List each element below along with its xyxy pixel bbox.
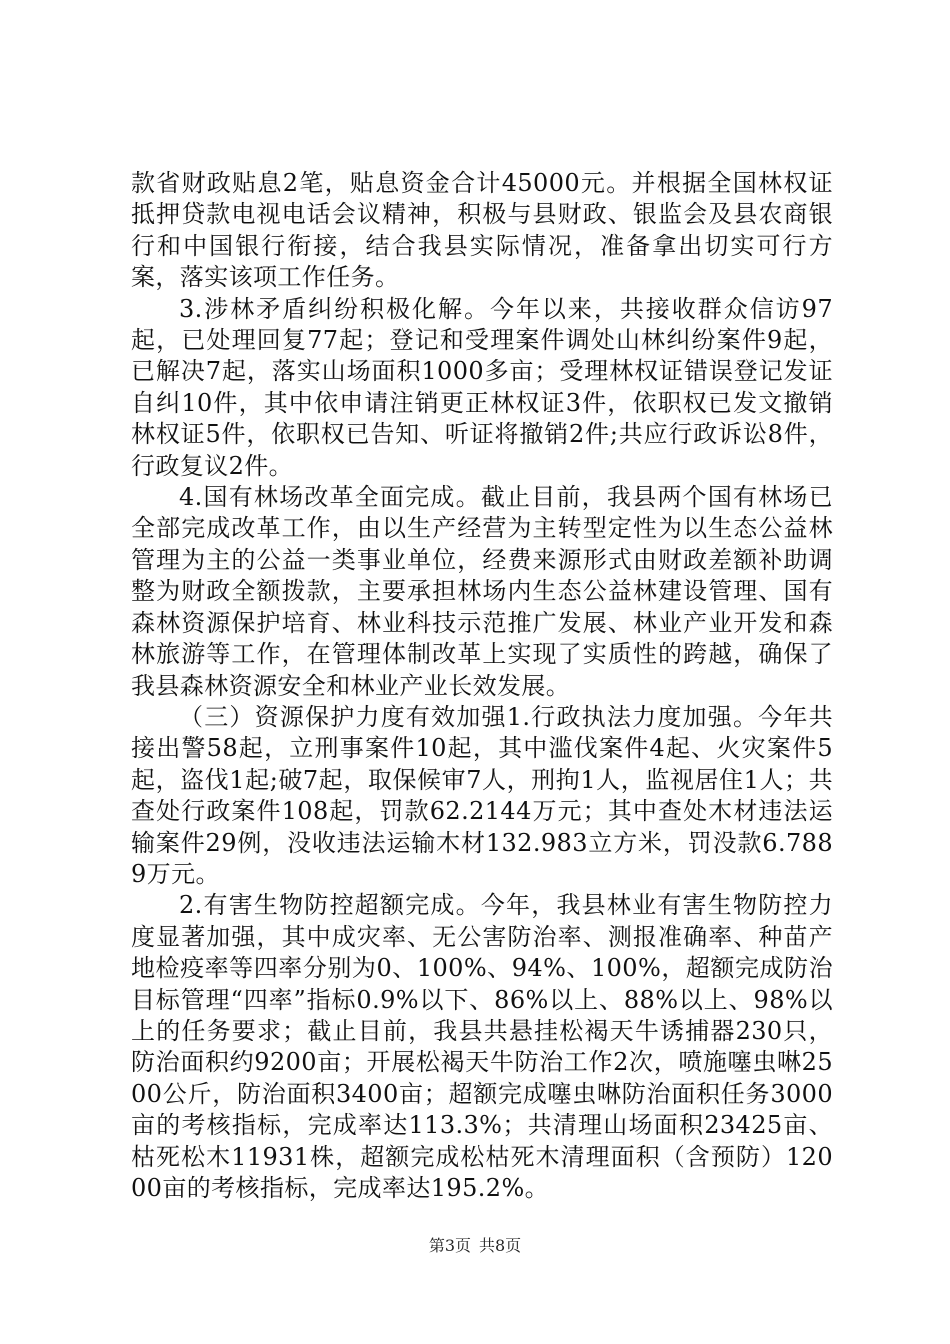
paragraph-dispute-resolution: 3.涉林矛盾纠纷积极化解。今年以来，共接收群众信访97起，已处理回复77起；登记和受理案件调处山林纠纷案件9起，已解决7起，落实山场面积1000多亩；受理林权证错误登记发证自纠10件，其中依申请注销更正林权证3件，依职权已发文撤销林权证5件，依职权已告知、听证将撤销2件;共应行政诉讼8件，行政复议2件。: [131, 294, 833, 480]
page-total: 共8页: [479, 1236, 522, 1255]
paragraph-resource-protection: （三）资源保护力度有效加强1.行政执法力度加强。今年共接出警58起，立刑事案件10起，其中滥伐案件4起、火灾案件5起，盗伐1起;破7起，取保候审7人，刑拘1人，监视居住1人；共查处行政案件108起，罚款62.2144万元；其中查处木材违法运输案件29例，没收违法运输木材132.983立方米，罚没款6.7889万元。: [131, 702, 833, 888]
document-body: [131, 168, 833, 1204]
page-footer: [0, 1236, 950, 1256]
page-number: 第3页: [428, 1236, 471, 1255]
paragraph-pest-control: 2.有害生物防控超额完成。今年，我县林业有害生物防控力度显著加强，其中成灾率、无公害防治率、测报准确率、种苗产地检疫率等四率分别为0、100%、94%、100%，超额完成防治目标管理“四率”指标0.9%以下、86%以上、88%以上、98%以上的任务要求；截止目前，我县共悬挂松褐天牛诱捕器230只，防治面积约9200亩；开展松褐天牛防治工作2次，喷施噻虫啉2500公斤，防治面积3400亩；超额完成噻虫啉防治面积任务3000亩的考核指标，完成率达113.3%；共清理山场面积23425亩、枯死松木11931株，超额完成松枯死木清理面积（含预防）12000亩的考核指标，完成率达195.2%。: [131, 891, 833, 1202]
paragraph-forest-farm-reform: 4.国有林场改革全面完成。截止目前，我县两个国有林场已全部完成改革工作，由以生产经营为主转型定性为以生态公益林管理为主的公益一类事业单位，经费来源形式由财政差额补助调整为财政全额拨款，主要承担林场内生态公益林建设管理、国有森林资源保护培育、林业科技示范推广发展、林业产业开发和森林旅游等工作，在管理体制改革上实现了实质性的跨越，确保了我县森林资源安全和林业产业长效发展。: [131, 483, 833, 700]
paragraph-loan-subsidy: 款省财政贴息2笔，贴息资金合计45000元。并根据全国林权证抵押贷款电视电话会议精神，积极与县财政、银监会及县农商银行和中国银行衔接，结合我县实际情况，准备拿出切实可行方案，落实该项工作任务。: [131, 169, 833, 292]
